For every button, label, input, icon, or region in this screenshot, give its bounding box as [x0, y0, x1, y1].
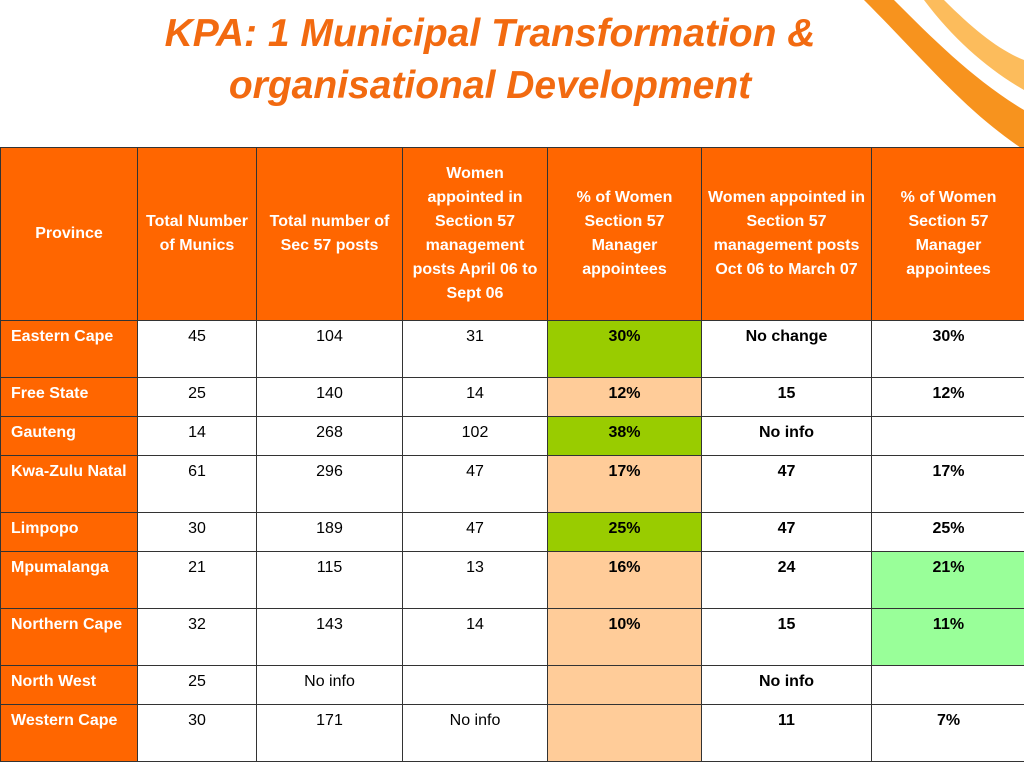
table-row — [1, 513, 1024, 552]
pct-oct-mar-cell: 21% — [872, 552, 1024, 609]
kpa-table — [0, 147, 1024, 762]
table-row — [1, 378, 1024, 417]
header-women-apr-sept: Women appointed in Section 57 management posts April 06 to Sept 06 — [403, 148, 548, 321]
pct-oct-mar-cell: 30% — [872, 321, 1024, 378]
munics-cell: 61 — [138, 456, 257, 513]
pct-oct-mar-cell: 25% — [872, 513, 1024, 552]
women-apr-sept-cell: 102 — [403, 417, 548, 456]
pct-oct-mar-cell — [872, 417, 1024, 456]
title-line-2: organisational Development — [228, 64, 752, 107]
munics-cell: 30 — [138, 513, 257, 552]
table-row — [1, 417, 1024, 456]
header-total-munics: Total Number of Munics — [138, 148, 257, 321]
pct-apr-sept-cell: 38% — [548, 417, 702, 456]
posts-cell: 189 — [257, 513, 403, 552]
pct-apr-sept-cell: 16% — [548, 552, 702, 609]
munics-cell: 25 — [138, 378, 257, 417]
pct-oct-mar-cell: 7% — [872, 705, 1024, 762]
province-cell: Gauteng — [1, 417, 138, 456]
women-oct-mar-cell: 15 — [702, 378, 872, 417]
header-total-posts: Total number of Sec 57 posts — [257, 148, 403, 321]
women-apr-sept-cell — [403, 666, 548, 705]
munics-cell: 21 — [138, 552, 257, 609]
women-oct-mar-cell: No info — [702, 666, 872, 705]
header-women-oct-mar: Women appointed in Section 57 management posts Oct 06 to March 07 — [702, 148, 872, 321]
women-oct-mar-cell: 47 — [702, 456, 872, 513]
pct-apr-sept-cell: 30% — [548, 321, 702, 378]
posts-cell: 296 — [257, 456, 403, 513]
pct-oct-mar-cell — [872, 666, 1024, 705]
women-oct-mar-cell: 47 — [702, 513, 872, 552]
pct-oct-mar-cell: 11% — [872, 609, 1024, 666]
pct-apr-sept-cell: 17% — [548, 456, 702, 513]
pct-apr-sept-cell: 12% — [548, 378, 702, 417]
table-row — [1, 705, 1024, 762]
women-apr-sept-cell: 14 — [403, 378, 548, 417]
women-apr-sept-cell: 47 — [403, 513, 548, 552]
pct-apr-sept-cell — [548, 705, 702, 762]
posts-cell: 115 — [257, 552, 403, 609]
women-apr-sept-cell: No info — [403, 705, 548, 762]
province-cell: Limpopo — [1, 513, 138, 552]
header-pct-oct-mar: % of Women Section 57 Manager appointees — [872, 148, 1024, 321]
munics-cell: 25 — [138, 666, 257, 705]
table-row — [1, 666, 1024, 705]
posts-cell: 140 — [257, 378, 403, 417]
province-cell: North West — [1, 666, 138, 705]
province-cell: Free State — [1, 378, 138, 417]
posts-cell: 104 — [257, 321, 403, 378]
women-oct-mar-cell: 11 — [702, 705, 872, 762]
munics-cell: 30 — [138, 705, 257, 762]
table-row — [1, 321, 1024, 378]
women-oct-mar-cell: 15 — [702, 609, 872, 666]
province-cell: Western Cape — [1, 705, 138, 762]
table-row — [1, 609, 1024, 666]
posts-cell: No info — [257, 666, 403, 705]
women-apr-sept-cell: 14 — [403, 609, 548, 666]
munics-cell: 32 — [138, 609, 257, 666]
province-cell: Kwa-Zulu Natal — [1, 456, 138, 513]
table-row — [1, 552, 1024, 609]
province-cell: Mpumalanga — [1, 552, 138, 609]
pct-oct-mar-cell: 17% — [872, 456, 1024, 513]
table-header-row — [1, 148, 1024, 321]
women-oct-mar-cell: 24 — [702, 552, 872, 609]
pct-apr-sept-cell: 25% — [548, 513, 702, 552]
pct-apr-sept-cell: 10% — [548, 609, 702, 666]
table-row — [1, 456, 1024, 513]
posts-cell: 171 — [257, 705, 403, 762]
pct-apr-sept-cell — [548, 666, 702, 705]
province-cell: Eastern Cape — [1, 321, 138, 378]
posts-cell: 268 — [257, 417, 403, 456]
title-line-1: KPA: 1 Municipal Transformation & — [164, 12, 816, 55]
posts-cell: 143 — [257, 609, 403, 666]
munics-cell: 14 — [138, 417, 257, 456]
header-province: Province — [1, 148, 138, 321]
province-cell: Northern Cape — [1, 609, 138, 666]
women-apr-sept-cell: 31 — [403, 321, 548, 378]
page-title — [70, 8, 910, 112]
women-apr-sept-cell: 13 — [403, 552, 548, 609]
pct-oct-mar-cell: 12% — [872, 378, 1024, 417]
women-oct-mar-cell: No change — [702, 321, 872, 378]
header-pct-apr-sept: % of Women Section 57 Manager appointees — [548, 148, 702, 321]
munics-cell: 45 — [138, 321, 257, 378]
women-apr-sept-cell: 47 — [403, 456, 548, 513]
women-oct-mar-cell: No info — [702, 417, 872, 456]
